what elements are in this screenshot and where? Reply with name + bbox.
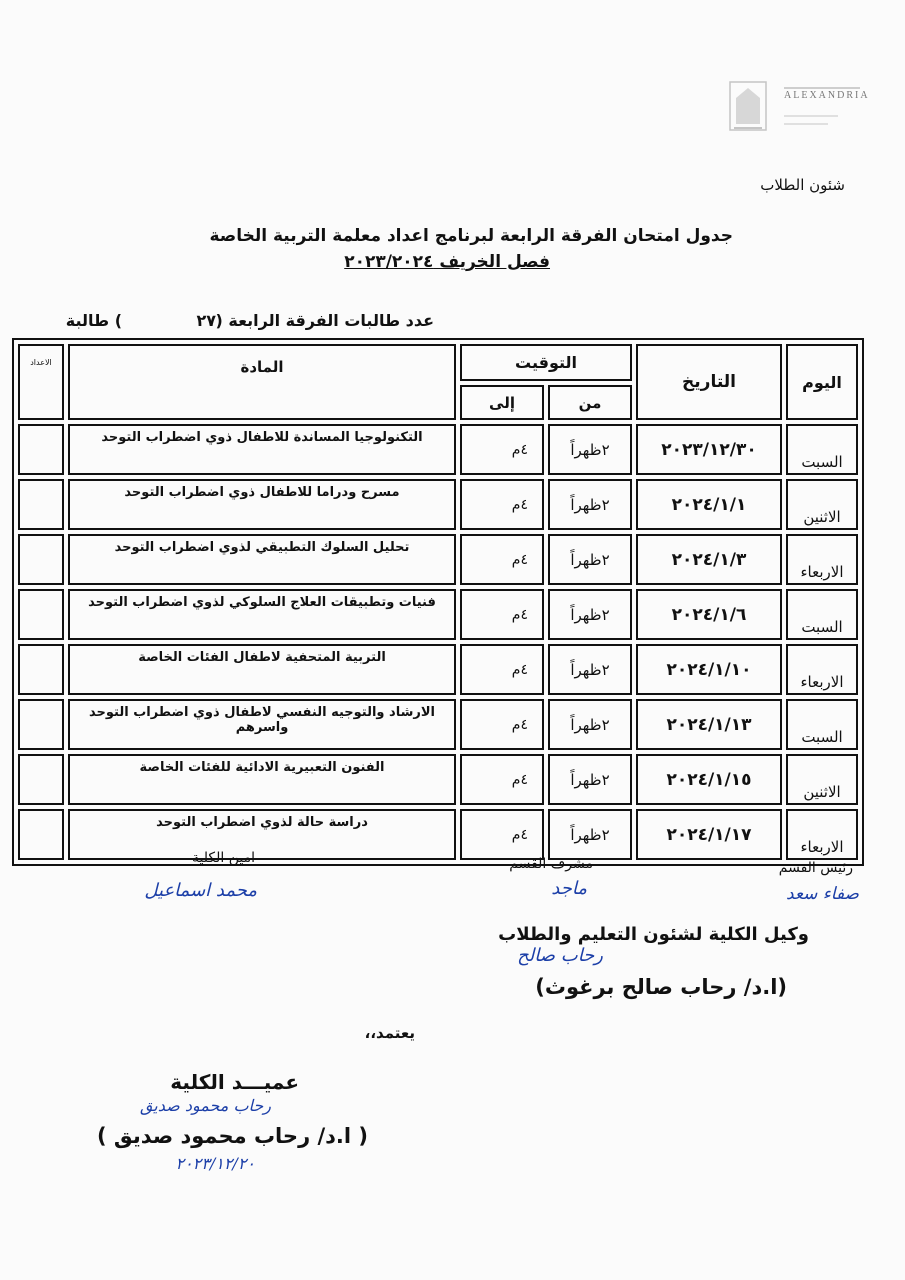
row-subject: التربية المتحفية لاطفال الفئات الخاصة (68, 644, 456, 695)
dean-title: عميـــد الكلية (170, 1070, 299, 1094)
row-to: ٤م (460, 809, 544, 860)
row-to: ٤م (460, 699, 544, 750)
header-to: إلى (460, 385, 544, 420)
semester-title: فصل الخريف ٢٠٢٣/٢٠٢٤ (344, 252, 550, 272)
row-date: ٢٠٢٤/١/٦ (636, 589, 782, 640)
header-number: الاعداد (18, 344, 64, 420)
row-date: ٢٠٢٤/١/١٣ (636, 699, 782, 750)
dept-head-signature: صفاء سعد (786, 884, 859, 904)
header-subject: المادة (68, 344, 456, 420)
row-number (18, 809, 64, 860)
row-day: الاثنين (786, 479, 858, 530)
row-subject: الارشاد والتوجيه النفسي لاطفال ذوي اضطراب التوحد واسرهم (68, 699, 456, 750)
row-number (18, 754, 64, 805)
row-subject: تحليل السلوك التطبيقي لذوي اضطراب التوحد (68, 534, 456, 585)
row-day: الاربعاء (786, 644, 858, 695)
row-to: ٤م (460, 754, 544, 805)
student-count-unit: ) طالبة (65, 311, 122, 330)
college-secretary-label: امين الكلية (192, 850, 255, 866)
row-subject: الفنون التعبيرية الادائية للفئات الخاصة (68, 754, 456, 805)
vice-dean-signature: رحاب صالح (517, 945, 603, 966)
row-from: ٢ظهراً (548, 424, 632, 475)
row-number (18, 644, 64, 695)
dept-supervisor-label: مشرف القسم (509, 856, 593, 872)
row-to: ٤م (460, 589, 544, 640)
dean-signature: رحاب محمود صديق (139, 1096, 271, 1115)
row-to: ٤م (460, 534, 544, 585)
approve-label: يعتمد،، (364, 1024, 415, 1042)
row-number (18, 699, 64, 750)
row-day: الاثنين (786, 754, 858, 805)
row-date: ٢٠٢٤/١/١٥ (636, 754, 782, 805)
row-day: السبت (786, 699, 858, 750)
header-date: التاريخ (636, 344, 782, 420)
header-from: من (548, 385, 632, 420)
college-secretary-signature: محمد اسماعيل (144, 880, 257, 901)
exam-schedule-table (12, 338, 864, 866)
vice-dean-name: (ا.د/ رحاب صالح برغوث) (535, 975, 787, 999)
row-to: ٤م (460, 644, 544, 695)
row-date: ٢٠٢٤/١/١٠ (636, 644, 782, 695)
row-number (18, 424, 64, 475)
row-from: ٢ظهراً (548, 479, 632, 530)
row-date: ٢٠٢٤/١/١ (636, 479, 782, 530)
row-from: ٢ظهراً (548, 809, 632, 860)
row-from: ٢ظهراً (548, 534, 632, 585)
dept-supervisor-signature: ماجد (551, 878, 587, 899)
row-number (18, 479, 64, 530)
row-subject: دراسة حالة لذوي اضطراب التوحد (68, 809, 456, 860)
row-to: ٤م (460, 424, 544, 475)
logo-text: ALEXANDRIA (784, 90, 870, 101)
student-count-label: عدد طالبات الفرقة الرابعة ( (215, 311, 434, 330)
row-day: الاربعاء (786, 809, 858, 860)
row-day: الاربعاء (786, 534, 858, 585)
row-date: ٢٠٢٣/١٢/٣٠ (636, 424, 782, 475)
row-day: السبت (786, 424, 858, 475)
dean-name: ( ا.د/ رحاب محمود صديق ) (97, 1124, 368, 1148)
dept-head-label: رئيس القسم (778, 860, 853, 876)
row-day: السبت (786, 589, 858, 640)
table-row (18, 644, 858, 695)
table-row (18, 699, 858, 750)
table-row (18, 809, 858, 860)
row-from: ٢ظهراً (548, 699, 632, 750)
row-number (18, 534, 64, 585)
row-subject: مسرح ودراما للاطفال ذوي اضطراب التوحد (68, 479, 456, 530)
header-timing: التوقيت (460, 344, 632, 381)
row-number (18, 589, 64, 640)
row-from: ٢ظهراً (548, 754, 632, 805)
page-title: جدول امتحان الفرقة الرابعة لبرنامج اعداد معلمة التربية الخاصة (209, 226, 733, 246)
row-date: ٢٠٢٤/١/٣ (636, 534, 782, 585)
header-day: اليوم (786, 344, 858, 420)
vice-dean-title: وكيل الكلية لشئون التعليم والطلاب (498, 924, 809, 945)
row-subject: فنيات وتطبيقات العلاج السلوكي لذوي اضطراب التوحد (68, 589, 456, 640)
row-from: ٢ظهراً (548, 589, 632, 640)
row-subject: التكنولوجيا المساندة للاطفال ذوي اضطراب التوحد (68, 424, 456, 475)
row-from: ٢ظهراً (548, 644, 632, 695)
student-affairs-label: شئون الطلاب (760, 176, 845, 194)
dean-signature-date: ٢٠٢٣/١٢/٢٠ (175, 1154, 255, 1173)
row-to: ٤م (460, 479, 544, 530)
table-row (18, 534, 858, 585)
university-logo (728, 76, 868, 136)
table-row (18, 424, 858, 475)
row-date: ٢٠٢٤/١/١٧ (636, 809, 782, 860)
table-row (18, 589, 858, 640)
student-count-value: ٢٧ (196, 311, 216, 330)
table-row (18, 754, 858, 805)
table-row (18, 479, 858, 530)
